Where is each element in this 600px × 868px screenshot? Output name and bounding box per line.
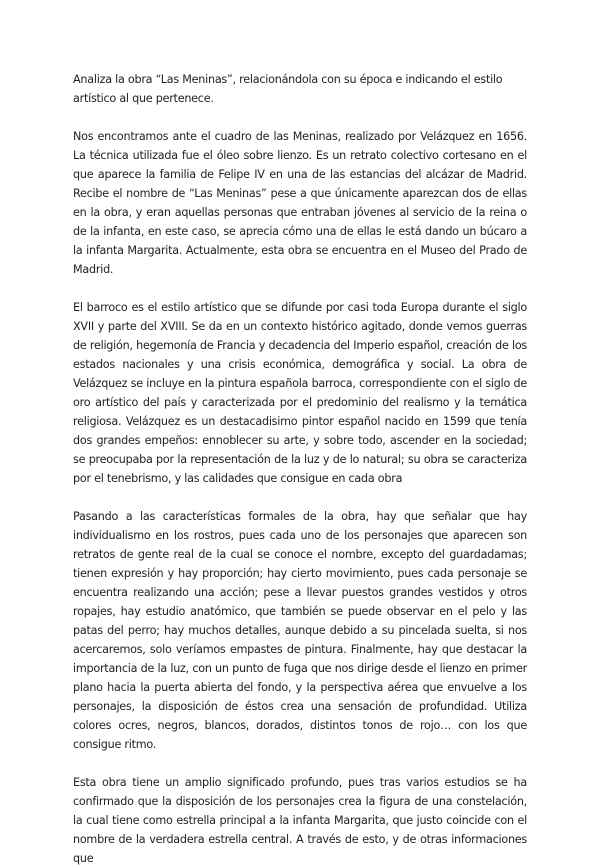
paragraph-meaning: Esta obra tiene un amplio significado profundo, pues tras varios estudios se ha confirmado que la disposición de los personajes crea la figura de una constelación, la cual tiene como estrella principal a la infanta Margarita, que justo coincide con el nombre de la verdadera estrella central. A través de esto, y de otras informaciones que — [73, 776, 527, 865]
document-body — [73, 70, 527, 868]
essay-question: Analiza la obra “Las Meninas”, relacionándola con su época e indicando el estilo artístico al que pertenece. — [73, 73, 503, 105]
paragraph-introduction: Nos encontramos ante el cuadro de las Meninas, realizado por Velázquez en 1656. La técnica utilizada fue el óleo sobre lienzo. Es un retrato colectivo cortesano en el que aparece la familia de Felipe IV en una de las estancias del alcázar de Madrid. Recibe el nombre de “Las Meninas” pese a que únicamente aparezcan dos de ellas en la obra, y eran aquellas personas que entraban jóvenes al servicio de la reina o de la infanta, en este caso, se aprecia cómo una de ellas le está dando un búcaro a la infanta Margarita. Actualmente, esta obra se encuentra en el Museo del Prado de Madrid. — [73, 130, 527, 276]
paragraph-formal-analysis: Pasando a las características formales de la obra, hay que señalar que hay individualismo en los rostros, pues cada uno de los personajes que aparecen son retratos de gente real de la cual se conoce el nombre, excepto del guardadamas; tienen expresión y hay proporción; hay cierto movimiento, pues cada personaje se encuentra realizando una acción; pese a llevar puestos grandes vestidos y otros ropajes, hay estudio anatómico, que también se puede observar en el pelo y las patas del perro; hay muchos detalles, aunque debido a su pincelada suelta, si nos acercaremos, solo veríamos empastes de pintura. Finalmente, hay que destacar la importancia de la luz, con un punto de fuga que nos dirige desde el lienzo en primer plano hacia la puerta abierta del fondo, y la perspectiva aérea que envuelve a los personajes, la disposición de éstos crea una sensación de profundidad. Utiliza colores ocres, negros, blancos, dorados, distintos tonos de rojo… con los que consigue ritmo. — [73, 510, 527, 751]
paragraph-context: El barroco es el estilo artístico que se difunde por casi toda Europa durante el siglo XVII y parte del XVIII. Se da en un contexto histórico agitado, donde vemos guerras de religión, hegemonía de Francia y decadencia del Imperio español, creación de los estados nacionales y una crisis económica, demográfica y social. La obra de Velázquez se incluye en la pintura española barroca, correspondiente con el siglo de oro artístico del país y caracterizada por el predominio del realismo y la temática religiosa. Velázquez es un destacadisimo pintor español nacido en 1599 que tenía dos grandes empeños: ennoblecer su arte, y sobre todo, ascender en la sociedad; se preocupaba por la representación de la luz y de lo natural; su obra se caracteriza por el tenebrismo, y las calidades que consigue en cada obra — [73, 301, 527, 485]
